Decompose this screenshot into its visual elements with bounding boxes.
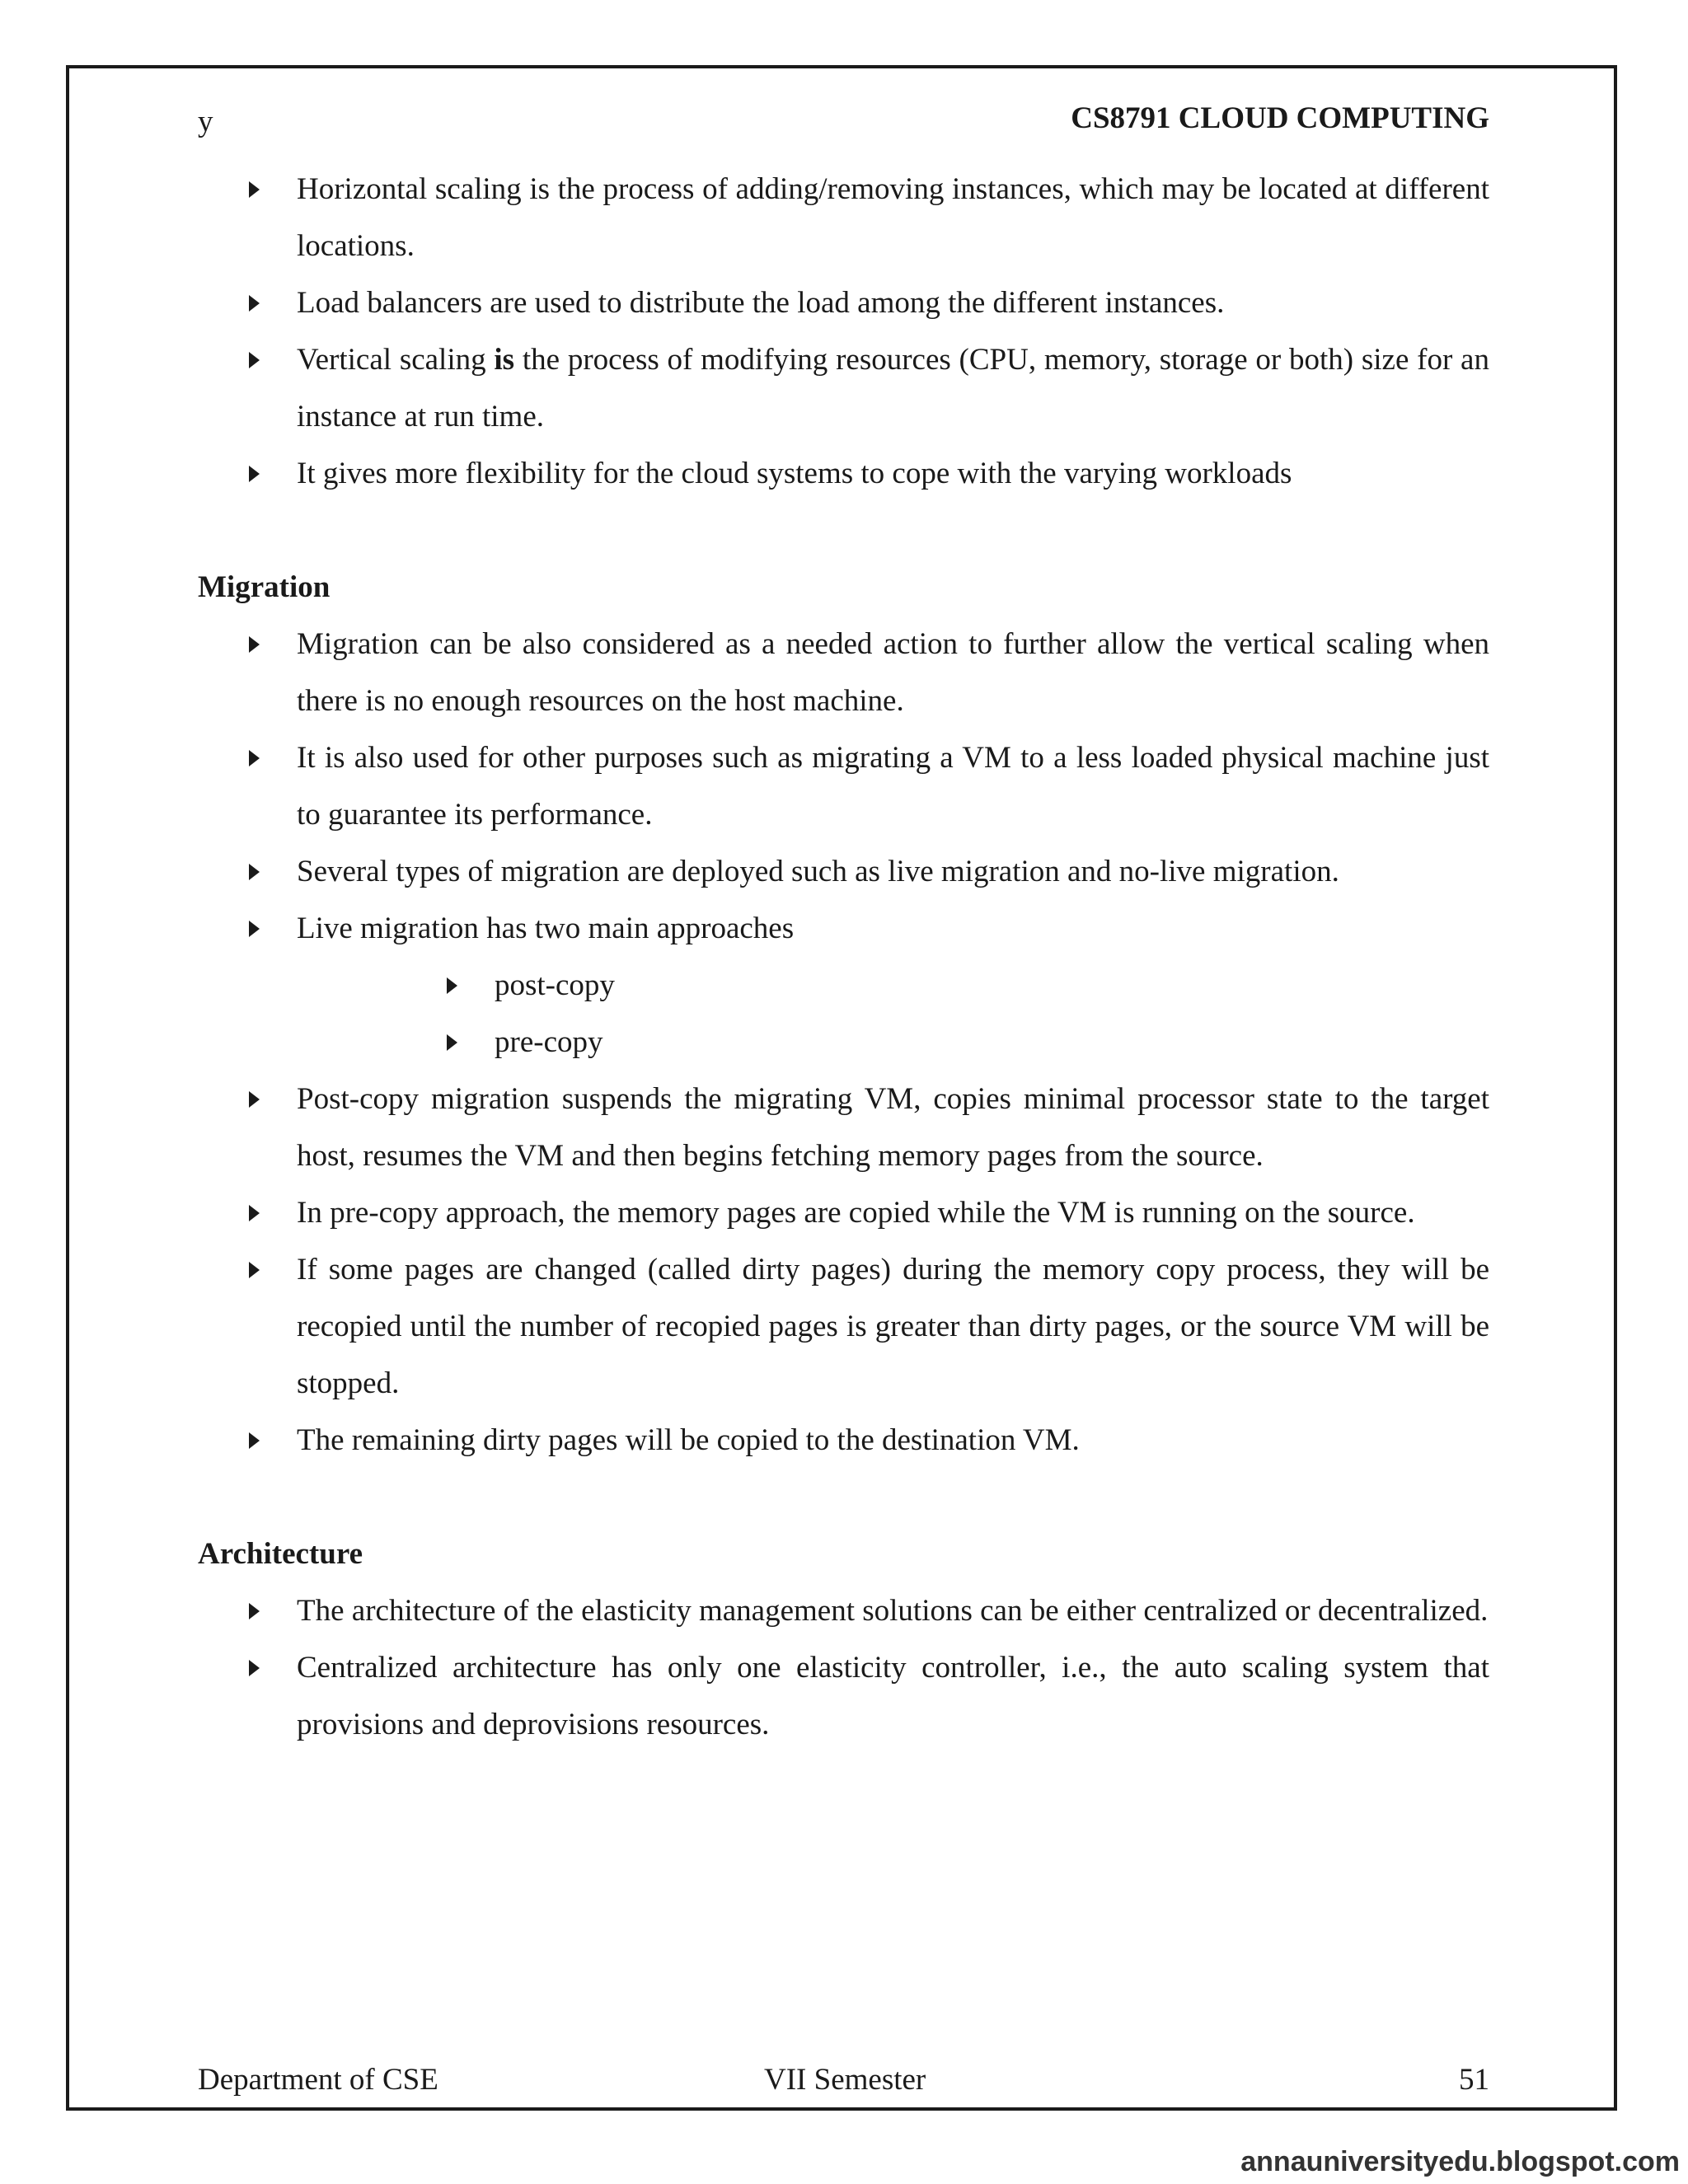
- list-item: Horizontal scaling is the process of adding/removing instances, which may be located at different locations.: [198, 161, 1489, 274]
- section-heading-migration: Migration: [198, 570, 331, 604]
- bullet-triangle-icon: [249, 1205, 260, 1221]
- footer-semester: VII Semester: [764, 2063, 926, 2097]
- migration-list: [198, 616, 1489, 1469]
- intro-list: [198, 161, 1489, 502]
- bullet-triangle-icon: [447, 977, 457, 994]
- bullet-triangle-icon: [249, 295, 260, 312]
- bullet-triangle-icon: [447, 1034, 457, 1051]
- list-item: If some pages are changed (called dirty pages) during the memory copy process, they will be recopied until the number of recopied pages is greater than dirty pages, or the source VM will be stopped.: [198, 1241, 1489, 1412]
- bullet-triangle-icon: [249, 352, 260, 368]
- bullet-triangle-icon: [249, 636, 260, 653]
- page-content: [198, 161, 1489, 1753]
- bullet-triangle-icon: [249, 1262, 260, 1278]
- bullet-triangle-icon: [249, 1432, 260, 1449]
- list-item: Load balancers are used to distribute the load among the different instances.: [198, 274, 1489, 331]
- list-item: Centralized architecture has only one elasticity controller, i.e., the auto scaling system that provisions and deprovisions resources.: [198, 1639, 1489, 1753]
- bullet-triangle-icon: [249, 181, 260, 198]
- course-title: CS8791 CLOUD COMPUTING: [1071, 101, 1489, 135]
- sub-list-item: pre-copy: [198, 1014, 1489, 1071]
- list-item: Migration can be also considered as a needed action to further allow the vertical scaling when there is no enough resources on the host machine.: [198, 616, 1489, 729]
- list-item: Live migration has two main approaches: [198, 900, 1489, 957]
- list-item: Post-copy migration suspends the migrating VM, copies minimal processor state to the target host, resumes the VM and then begins fetching memory pages from the source.: [198, 1071, 1489, 1184]
- bullet-triangle-icon: [249, 466, 260, 482]
- list-item: Several types of migration are deployed such as live migration and no-live migration.: [198, 843, 1489, 900]
- list-item: It gives more flexibility for the cloud systems to cope with the varying workloads: [198, 445, 1489, 502]
- bullet-triangle-icon: [249, 1091, 260, 1108]
- header-left-text: y: [198, 105, 213, 138]
- list-item: The remaining dirty pages will be copied to the destination VM.: [198, 1412, 1489, 1469]
- bullet-triangle-icon: [249, 1603, 260, 1619]
- list-item: In pre-copy approach, the memory pages are copied while the VM is running on the source.: [198, 1184, 1489, 1241]
- section-heading-architecture: Architecture: [198, 1537, 363, 1571]
- bullet-triangle-icon: [249, 1660, 260, 1676]
- page-number: 51: [1459, 2063, 1489, 2097]
- bullet-triangle-icon: [249, 921, 260, 937]
- list-item: Vertical scaling is the process of modifying resources (CPU, memory, storage or both) size for an instance at run time.: [198, 331, 1489, 445]
- watermark-url: annauniversityedu.blogspot.com: [1240, 2146, 1680, 2177]
- footer-department: Department of CSE: [198, 2063, 438, 2097]
- architecture-list: [198, 1582, 1489, 1753]
- bullet-triangle-icon: [249, 750, 260, 766]
- bullet-triangle-icon: [249, 864, 260, 880]
- sub-list-item: post-copy: [198, 957, 1489, 1014]
- list-item: It is also used for other purposes such as migrating a VM to a less loaded physical machine just to guarantee its performance.: [198, 729, 1489, 843]
- list-item: The architecture of the elasticity management solutions can be either centralized or decentralized.: [198, 1582, 1489, 1639]
